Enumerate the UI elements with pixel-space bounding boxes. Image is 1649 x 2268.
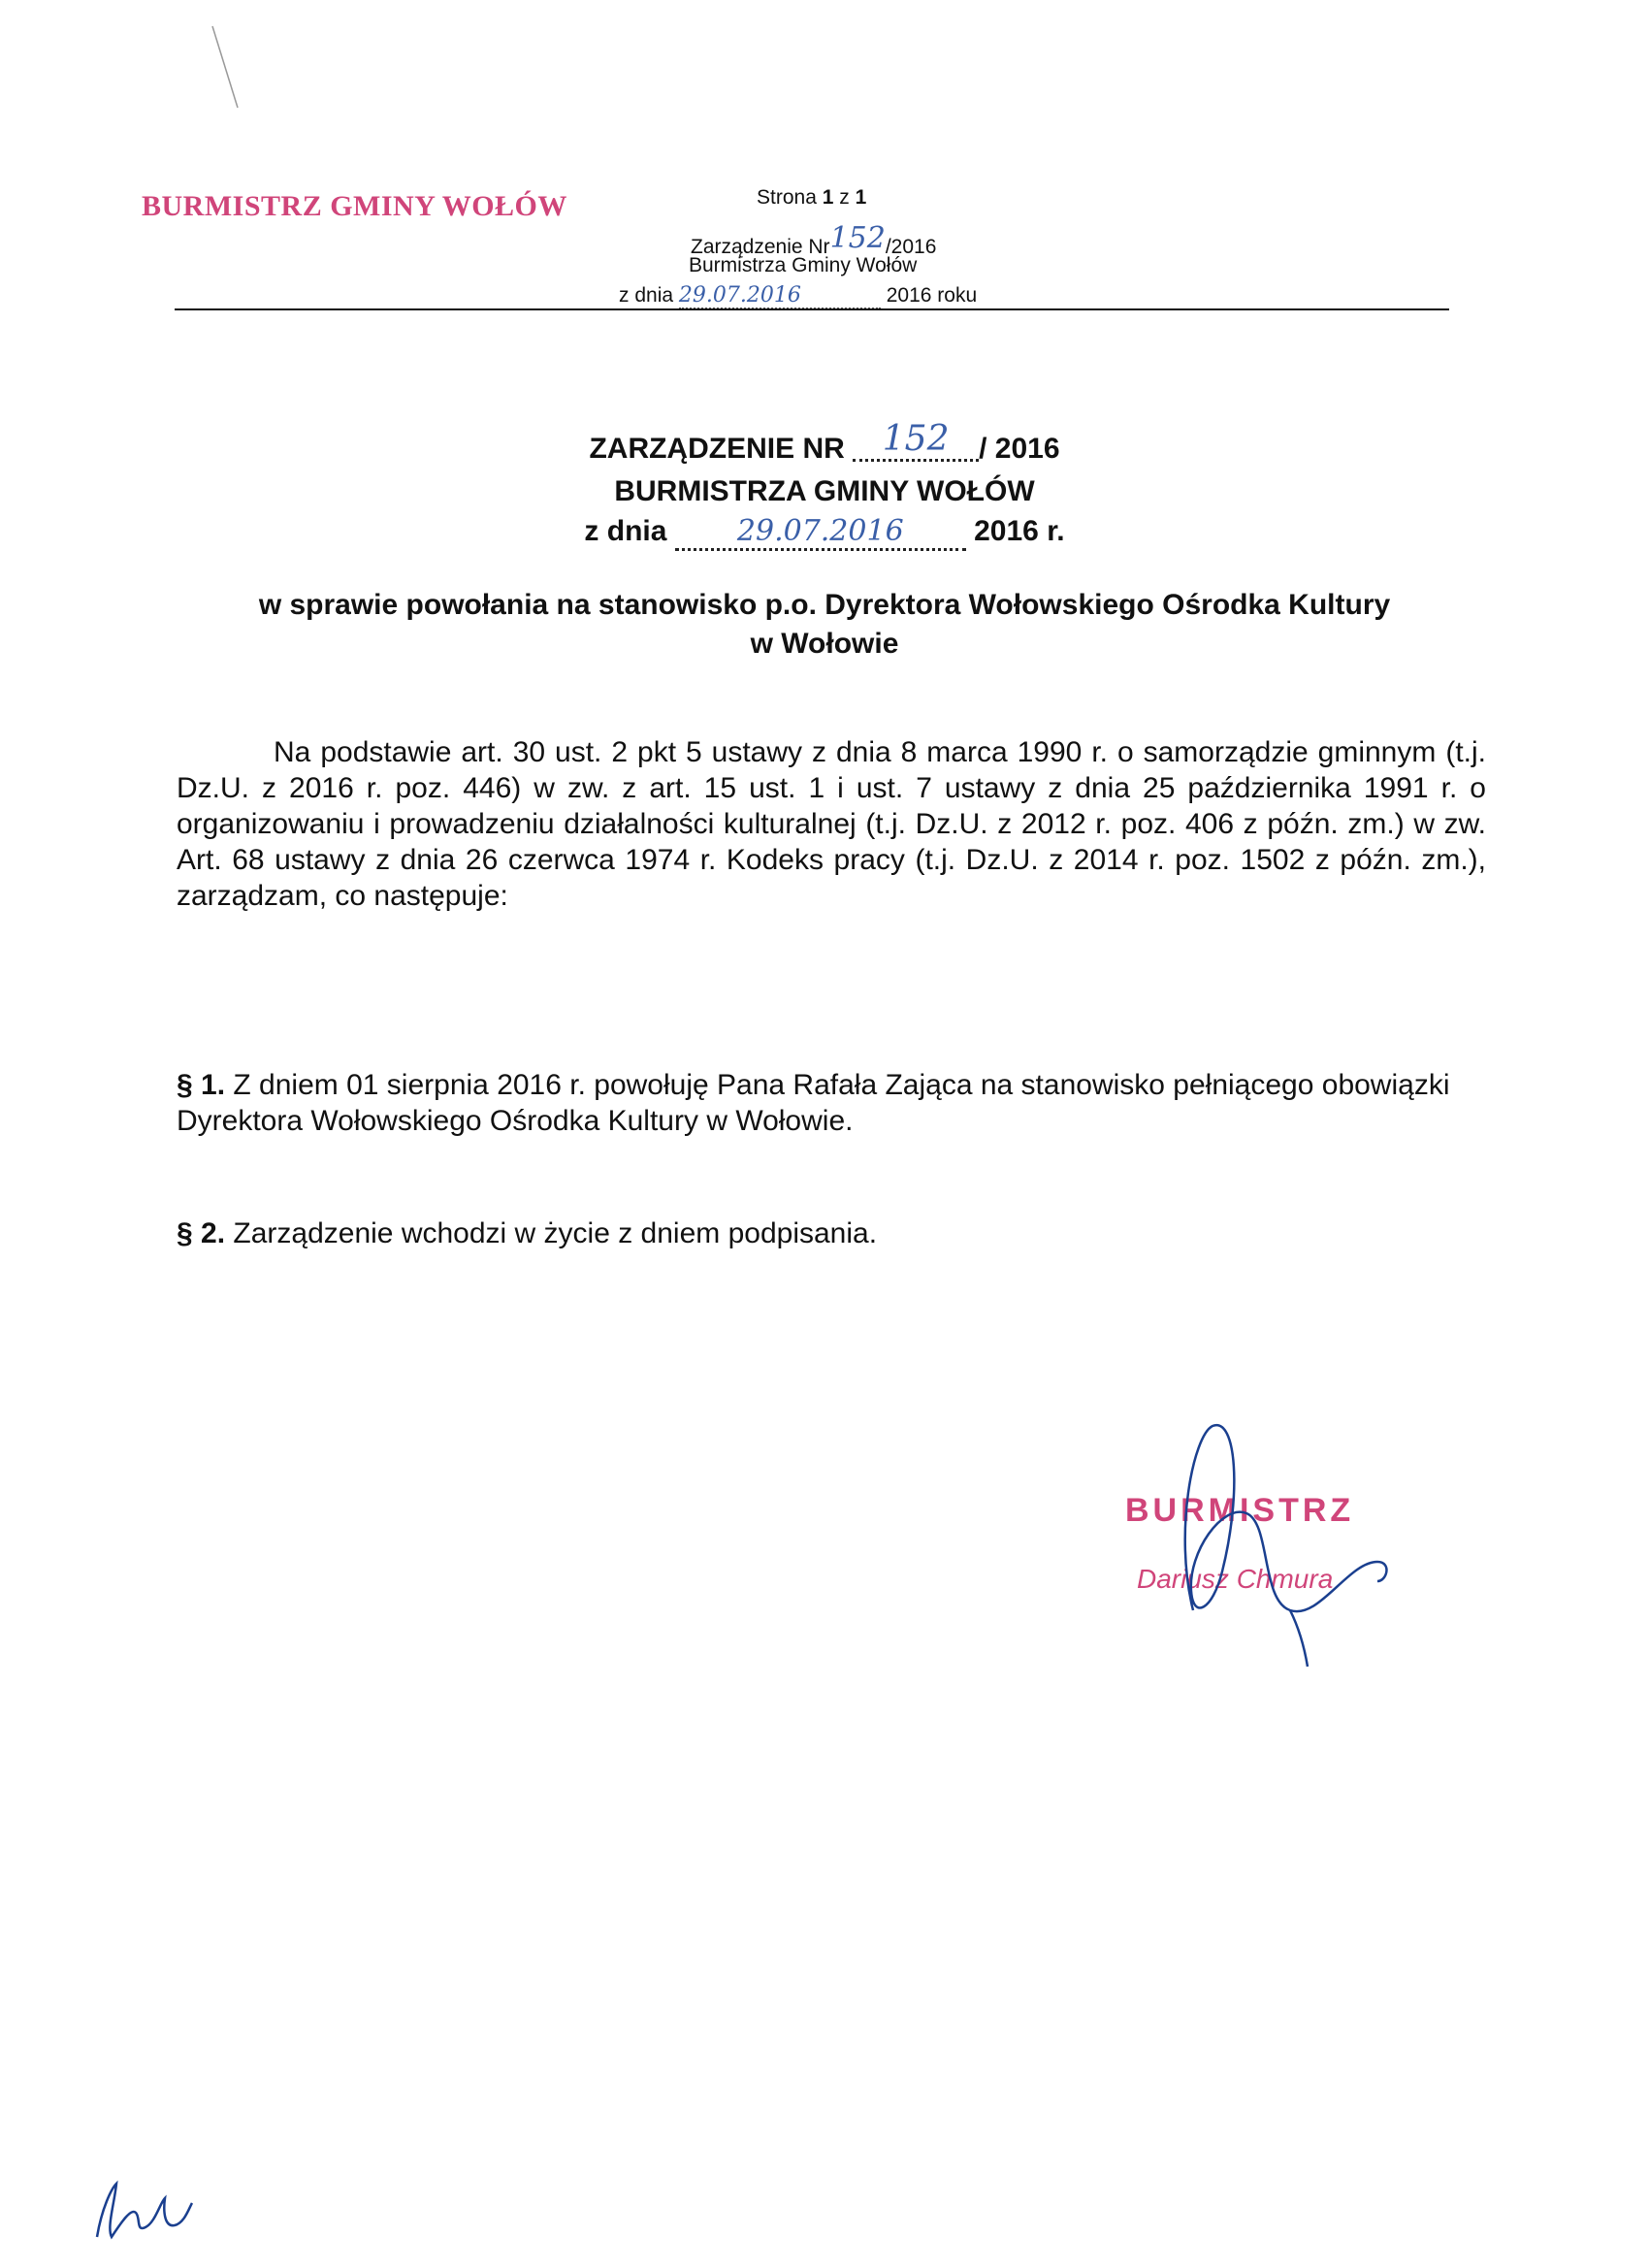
header-ref-number: 152 — [829, 221, 886, 255]
header-authority: Burmistrza Gminy Wołów — [689, 254, 918, 276]
subject-line1: w sprawie powołania na stanowisko p.o. Dyrektora Wołowskiego Ośrodka Kultury — [258, 589, 1391, 621]
section-2 — [177, 1215, 1486, 1251]
header-date-suffix: 2016 roku — [886, 284, 978, 307]
header-date — [619, 283, 977, 309]
section-2-label: § 2. — [177, 1217, 226, 1249]
title-date-prefix: z dnia — [584, 515, 667, 547]
subject-line2: w Wołowie — [750, 628, 899, 660]
signature-stamp-name: Dariusz Chmura — [1137, 1564, 1334, 1594]
title-date-suffix: 2016 r. — [974, 515, 1065, 547]
initials-scribble — [87, 2179, 204, 2247]
preamble-paragraph — [177, 734, 1486, 914]
page-label: Strona — [757, 186, 817, 209]
title-date-handwritten: 29.07.2016 — [675, 514, 966, 551]
title-prefix: ZARZĄDZENIE NR — [589, 433, 845, 465]
document-title-line2: BURMISTRZA GMINY WOŁÓW — [614, 475, 1035, 507]
page-current: 1 — [822, 186, 834, 209]
page-indicator — [757, 186, 866, 210]
page-of: z — [839, 186, 850, 209]
scan-mark — [209, 24, 247, 112]
document-title-line1 — [0, 419, 1649, 470]
header-date-handwritten: 29.07.2016 — [679, 283, 881, 309]
handwritten-signature — [1154, 1416, 1406, 1669]
preamble-text: Na podstawie art. 30 ust. 2 pkt 5 ustawy z dnia 8 marca 1990 r. o samorządzie gminnym (t.j. Dz.U. z 2016 r. poz. 446) w zw. z art. 15 ust. 1 i ust. 7 ustawy z dnia 25 października 1991 r. o organizowaniu i prowadzeniu działalności kulturalnej (t.j. Dz.U. z 2012 r. poz. 406 z późn. zm.) w zw. Art. 68 ustawy z dnia 26 czerwca 1974 r. Kodeks pracy (t.j. Dz.U. z 2014 r. poz. 1502 z późn. zm.), zarządzam, co następuje: — [177, 736, 1486, 912]
section-1 — [177, 1067, 1486, 1139]
document-title-line3 — [0, 514, 1649, 551]
authority-stamp: BURMISTRZ GMINY WOŁÓW — [142, 190, 567, 222]
header-ref-prefix: Zarządzenie Nr — [691, 236, 830, 258]
header-date-prefix: z dnia — [619, 284, 674, 307]
page-total: 1 — [855, 186, 867, 209]
section-1-text: Z dniem 01 sierpnia 2016 r. powołuję Pana Rafała Zająca na stanowisko pełniącego obowiązki Dyrektora Wołowskiego Ośrodka Kultury w Wołowie. — [177, 1069, 1450, 1137]
title-suffix: / 2016 — [979, 433, 1060, 465]
section-2-text: Zarządzenie wchodzi w życie z dniem podpisania. — [233, 1217, 878, 1249]
signature-stamp-title: BURMISTRZ — [1125, 1492, 1355, 1529]
title-number: 152 — [853, 419, 979, 462]
header-rule — [175, 308, 1449, 310]
header-ref-suffix: /2016 — [885, 236, 937, 258]
section-1-label: § 1. — [177, 1069, 226, 1101]
